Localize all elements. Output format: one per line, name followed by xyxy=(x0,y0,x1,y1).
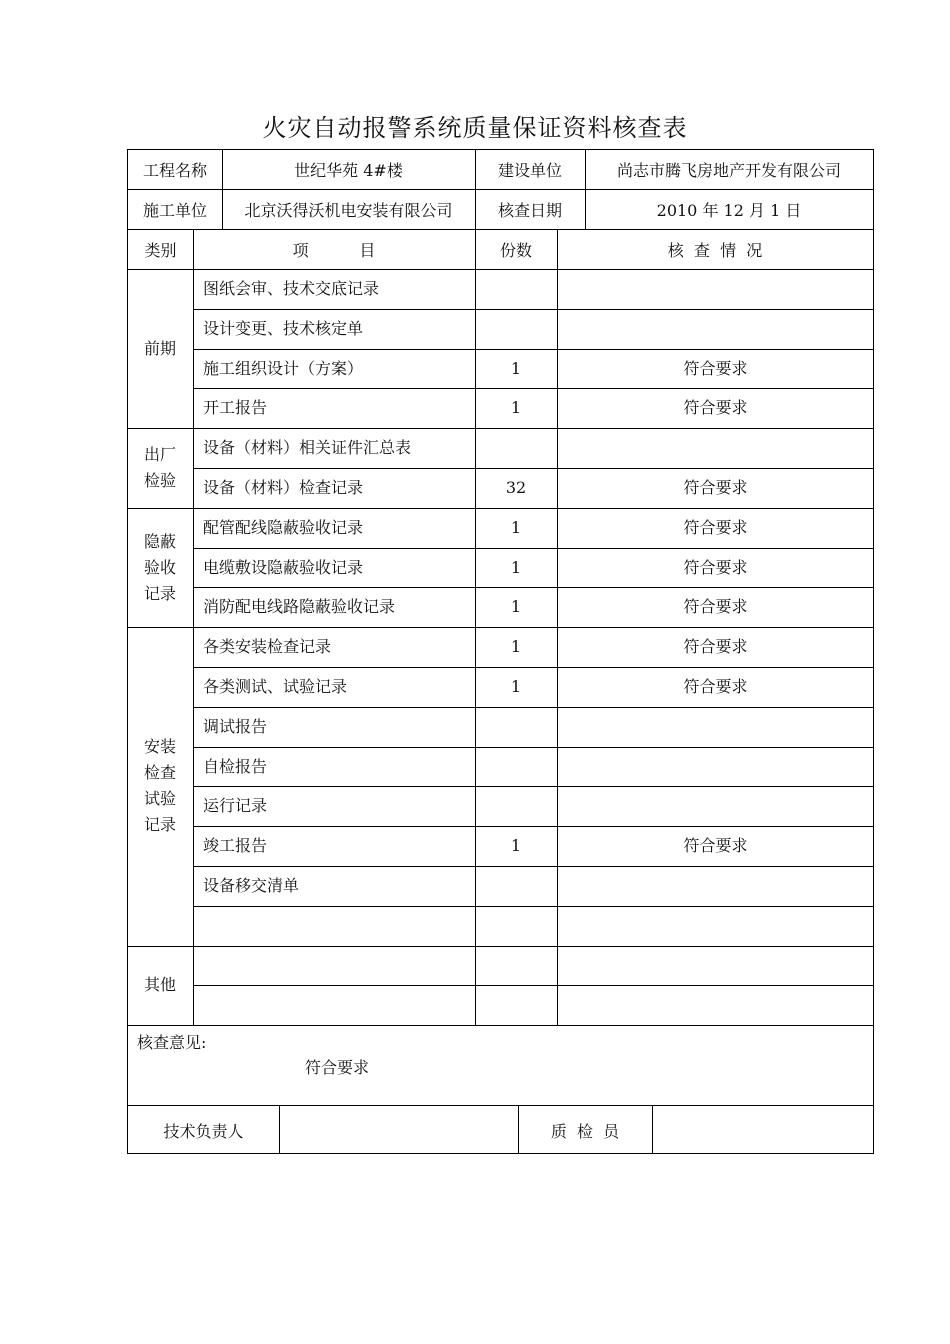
row-divider xyxy=(127,1105,874,1106)
category-label-line: 验收 xyxy=(143,557,176,577)
table-row xyxy=(193,518,874,538)
table-row xyxy=(193,359,874,379)
project-name-label: 工程名称 xyxy=(142,161,207,180)
category-label-line: 安装 xyxy=(143,737,176,757)
project-name-value: 世纪华苑 4#楼 xyxy=(294,161,403,180)
category-label-line: 隐蔽 xyxy=(143,531,176,551)
row-divider xyxy=(127,229,874,230)
item-name: 施工组织设计（方案） xyxy=(203,358,364,378)
column-divider xyxy=(222,149,223,229)
category-label-line: 记录 xyxy=(143,583,176,603)
item-name: 竣工报告 xyxy=(203,836,268,856)
table-row xyxy=(193,438,874,458)
column-divider xyxy=(585,149,586,229)
inspector-label: 质 检 员 xyxy=(550,1122,620,1141)
row-divider xyxy=(127,428,874,429)
category-label-line: 检验 xyxy=(143,471,176,490)
item-count: 1 xyxy=(510,677,522,696)
table-row xyxy=(193,597,874,617)
item-status: 符合要求 xyxy=(683,358,748,378)
row-divider xyxy=(193,468,874,469)
item-name: 配管配线隐蔽验收记录 xyxy=(203,517,364,537)
table-row xyxy=(193,916,874,936)
item-count: 32 xyxy=(505,478,527,497)
check-date-value: 2010 年 12 月 1 日 xyxy=(656,201,802,220)
column-divider xyxy=(518,1105,519,1154)
item-count: 1 xyxy=(510,358,522,378)
row-divider xyxy=(193,786,874,787)
table-row xyxy=(193,836,874,856)
item-count: 1 xyxy=(510,398,522,418)
table-row xyxy=(193,319,874,339)
table-row xyxy=(193,876,874,896)
row-divider xyxy=(193,906,874,907)
row-divider xyxy=(127,189,874,190)
column-divider xyxy=(475,149,476,229)
row-divider xyxy=(127,508,874,509)
table-row xyxy=(193,478,874,498)
row-divider xyxy=(193,587,874,588)
item-name: 设备（材料）相关证件汇总表 xyxy=(203,438,412,458)
builder-value: 尚志市腾飞房地产开发有限公司 xyxy=(616,161,841,180)
item-status: 符合要求 xyxy=(683,677,748,696)
builder-label: 建设单位 xyxy=(497,161,562,180)
item-name: 设计变更、技术核定单 xyxy=(203,318,364,338)
table-row xyxy=(193,558,874,578)
check-date-label: 核查日期 xyxy=(497,201,562,220)
item-count: 1 xyxy=(510,517,522,537)
category-label xyxy=(127,442,193,494)
item-name: 图纸会审、技术交底记录 xyxy=(203,279,380,298)
table-row xyxy=(193,796,874,816)
item-name: 电缆敷设隐蔽验收记录 xyxy=(203,557,364,577)
category-label xyxy=(127,972,193,998)
row-divider xyxy=(193,985,874,986)
row-divider xyxy=(193,826,874,827)
table-row xyxy=(193,637,874,657)
category-label xyxy=(127,734,193,838)
table-row xyxy=(193,279,874,299)
item-name: 调试报告 xyxy=(203,716,268,736)
item-count: 1 xyxy=(510,836,522,856)
category-label-line: 前期 xyxy=(143,338,176,358)
column-header-category: 类别 xyxy=(144,241,177,260)
item-status: 符合要求 xyxy=(683,597,748,617)
opinion-label: 核查意见: xyxy=(137,1033,207,1052)
item-count: 1 xyxy=(510,597,522,617)
item-status: 符合要求 xyxy=(683,637,748,657)
row-divider xyxy=(127,946,874,947)
contractor-value: 北京沃得沃机电安装有限公司 xyxy=(244,201,453,220)
category-label-line: 检查 xyxy=(143,763,176,783)
row-divider xyxy=(193,388,874,389)
item-name: 自检报告 xyxy=(203,756,268,776)
item-status: 符合要求 xyxy=(683,557,748,577)
item-name: 运行记录 xyxy=(203,796,268,816)
table-row xyxy=(193,757,874,777)
item-count: 1 xyxy=(510,637,522,657)
item-status: 符合要求 xyxy=(683,398,748,418)
row-divider xyxy=(193,309,874,310)
page-title: 火灾自动报警系统质量保证资料核查表 xyxy=(262,114,688,142)
row-divider xyxy=(127,269,874,270)
row-divider xyxy=(193,707,874,708)
column-header-status: 核 查 情 况 xyxy=(667,241,763,260)
row-divider xyxy=(127,627,874,628)
item-count: 1 xyxy=(510,557,522,577)
item-status: 符合要求 xyxy=(683,836,748,856)
item-name: 各类测试、试验记录 xyxy=(203,677,348,696)
category-label xyxy=(127,336,193,362)
row-divider xyxy=(193,866,874,867)
column-header-count: 份数 xyxy=(499,241,532,260)
table-row xyxy=(193,956,874,976)
item-name: 各类安装检查记录 xyxy=(203,637,332,657)
row-divider xyxy=(193,548,874,549)
item-name: 设备（材料）检查记录 xyxy=(203,478,364,497)
item-name: 设备移交清单 xyxy=(203,876,300,895)
category-label-line: 出厂 xyxy=(143,445,176,464)
item-status: 符合要求 xyxy=(683,517,748,537)
column-header-item: 项 目 xyxy=(292,241,376,260)
category-label xyxy=(127,529,193,607)
row-divider xyxy=(193,349,874,350)
table-row xyxy=(193,717,874,737)
row-divider xyxy=(193,667,874,668)
contractor-label: 施工单位 xyxy=(142,201,207,220)
row-divider xyxy=(193,747,874,748)
column-divider xyxy=(652,1105,653,1154)
category-label-line: 其他 xyxy=(143,975,176,995)
category-label-line: 试验 xyxy=(143,789,176,809)
opinion-text: 符合要求 xyxy=(305,1058,370,1077)
item-name: 开工报告 xyxy=(203,398,268,418)
table-row xyxy=(193,995,874,1015)
category-label-line: 记录 xyxy=(143,815,176,835)
row-divider xyxy=(127,1025,874,1026)
table-row xyxy=(193,677,874,697)
item-status: 符合要求 xyxy=(683,478,748,497)
item-name: 消防配电线路隐蔽验收记录 xyxy=(203,597,396,617)
column-divider xyxy=(279,1105,280,1154)
tech-lead-label: 技术负责人 xyxy=(163,1122,244,1141)
table-row xyxy=(193,398,874,418)
